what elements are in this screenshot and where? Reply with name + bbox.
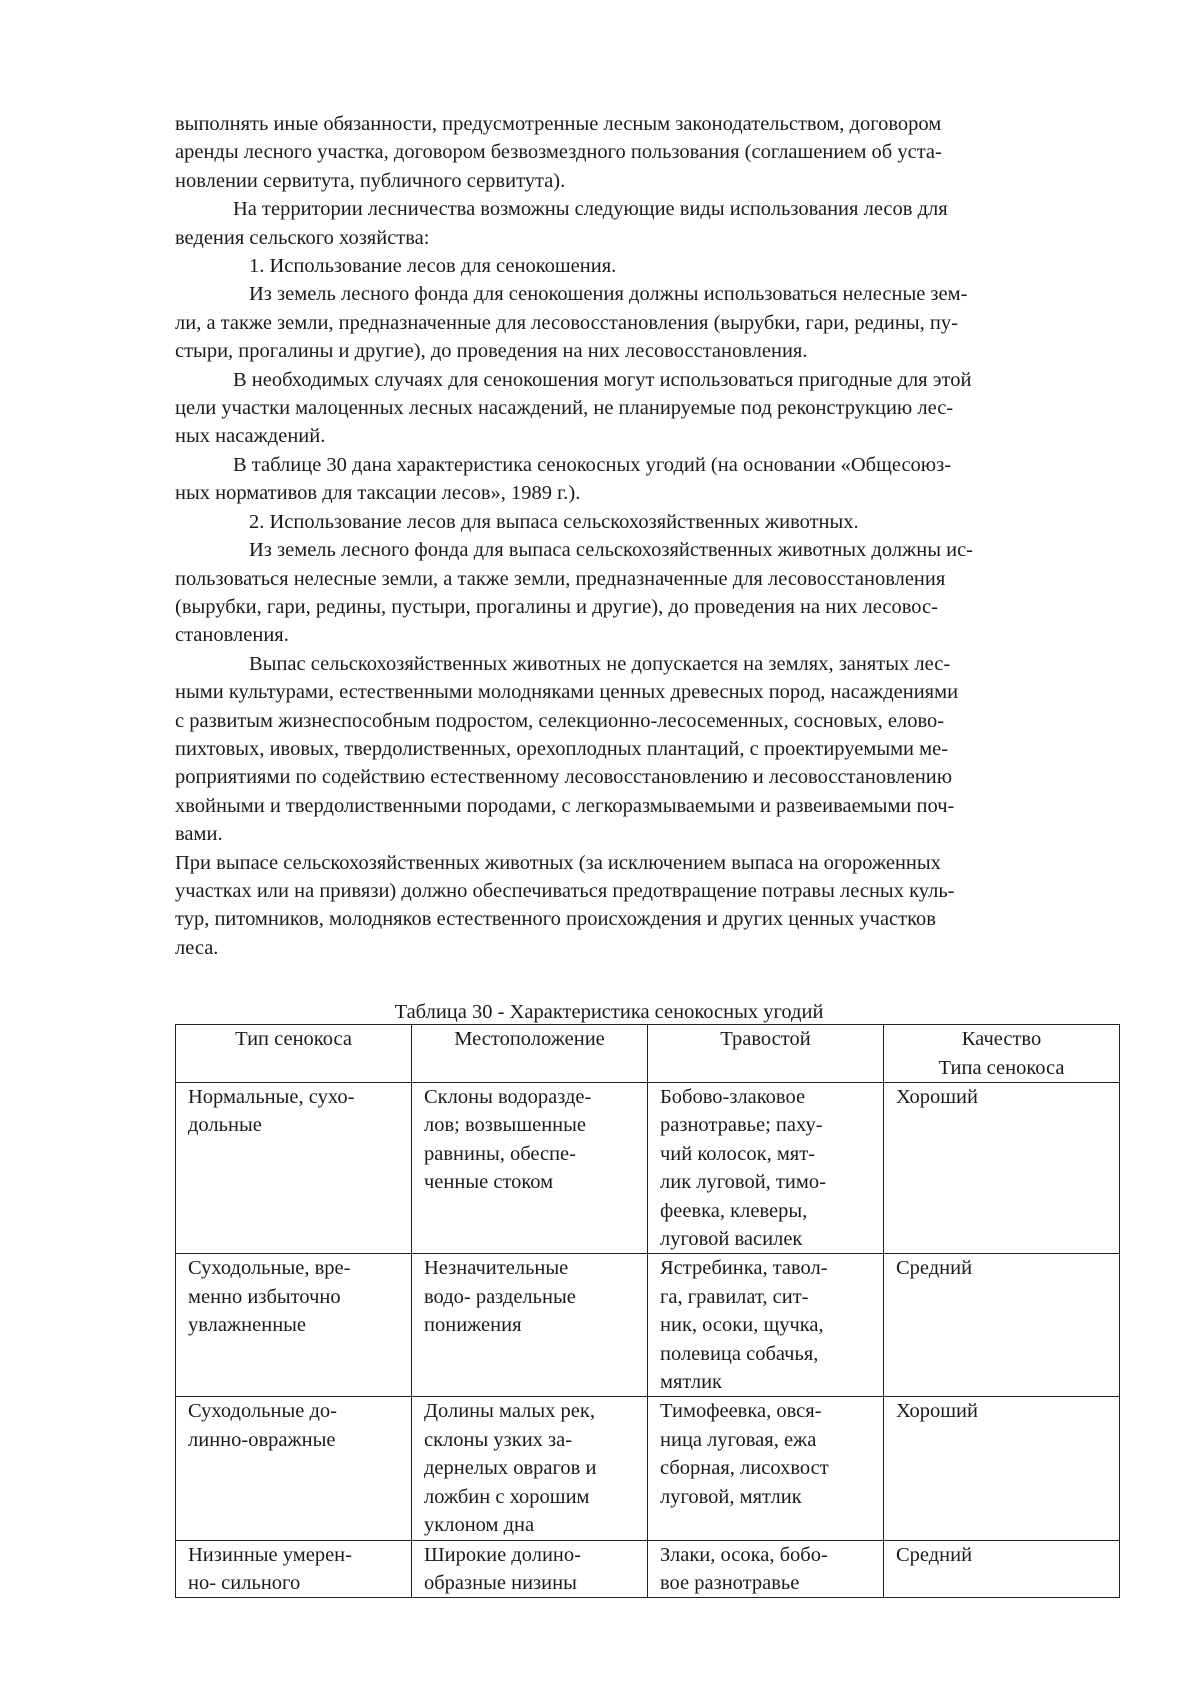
cell-text: склоны узких за-	[424, 1428, 573, 1451]
cell-text: Типа сенокоса	[938, 1056, 1065, 1079]
cell-text: лов; возвышенные	[424, 1114, 587, 1137]
cell-quality	[884, 1254, 1120, 1397]
cell-text: Склоны водоразде-	[424, 1086, 592, 1108]
cell-text: менно избыточно	[188, 1285, 341, 1308]
cell-text: луговой, мятлик	[660, 1485, 802, 1508]
cell-text: Суходольные до-	[188, 1400, 338, 1423]
cell-text: образные низины	[424, 1571, 577, 1594]
header-location	[412, 1025, 648, 1083]
cell-text: водо- раздельные	[424, 1285, 576, 1308]
text-line: пихтовых, ивовых, твердолиственных, орехоплодных плантаций, с проектируемыми ме-	[175, 737, 949, 760]
cell-text: феевка, клеверы,	[660, 1199, 808, 1222]
table-row	[176, 1397, 1120, 1540]
cell-text: Бобово-злаковое	[660, 1086, 806, 1108]
text-line: пользоваться нелесные земли, а также земли, предназначенные для лесовосстановления	[175, 567, 946, 590]
cell-text: лик луговой, тимо-	[660, 1171, 826, 1194]
text-line: хвойными и твердолиственными породами, с легкоразмываемыми и развеиваемыми поч-	[175, 794, 955, 817]
table-caption: Таблица 30 - Характеристика сенокосных угодий	[394, 1001, 824, 1024]
cell-quality	[884, 1540, 1120, 1598]
cell-text: Хороший	[896, 1086, 978, 1108]
cell-text: разнотравье; паху-	[660, 1114, 823, 1137]
cell-text: уклоном дна	[424, 1514, 535, 1537]
cell-text: мятлик	[660, 1371, 723, 1394]
paragraph	[175, 280, 1119, 365]
text-line: цели участки малоценных лесных насаждений, не планируемые под реконструкцию лес-	[175, 397, 954, 420]
cell-grass-stand	[648, 1397, 884, 1540]
cell-text: понижения	[424, 1314, 522, 1337]
cell-text: Тимофеевка, овся-	[660, 1400, 822, 1423]
cell-text: Нормальные, сухо-	[188, 1086, 355, 1108]
text-line: В таблице 30 дана характеристика сенокосных угодий (на основании «Общесоюз-	[233, 453, 952, 476]
cell-location	[412, 1254, 648, 1397]
cell-text: вое разнотравье	[660, 1571, 800, 1594]
cell-text: Тип сенокоса	[235, 1028, 352, 1051]
document-page	[175, 110, 1119, 1598]
text-line: участках или на привязи) должно обеспечиваться предотвращение потравы лесных куль-	[175, 879, 955, 902]
text-line: аренды лесного участка, договором безвозмездного пользования (соглашением об уста-	[175, 141, 942, 164]
text-line: вами.	[175, 823, 223, 846]
text-line: На территории лесничества возможны следующие виды использования лесов для	[233, 198, 948, 221]
text-line: 1. Использование лесов для сенокошения.	[249, 255, 617, 278]
text-line: Выпас сельскохозяйственных животных не допускается на землях, занятых лес-	[249, 652, 951, 675]
text-line: новлении сервитута, публичного сервитута).	[175, 169, 566, 192]
text-line: В необходимых случаях для сенокошения могут использоваться пригодные для этой	[233, 368, 972, 391]
text-line: роприятиями по содействию естественному лесовосстановлению и лесовосстановлению	[175, 766, 953, 789]
cell-text: увлажненные	[188, 1314, 307, 1337]
header-grass-stand	[648, 1025, 884, 1083]
text-line: леса.	[175, 936, 219, 959]
cell-text: ченные стоком	[424, 1171, 554, 1194]
cell-grass-stand	[648, 1540, 884, 1598]
cell-text: Ястребинка, тавол-	[660, 1257, 828, 1280]
paragraph	[175, 195, 1119, 252]
cell-text: Низинные умерен-	[188, 1543, 352, 1566]
cell-text: луговой василек	[660, 1228, 803, 1251]
text-line: становления.	[175, 624, 289, 647]
text-line: ведения сельского хозяйства:	[175, 226, 430, 249]
text-line: тур, питомников, молодняков естественного происхождения и других ценных участков	[175, 908, 936, 931]
cell-text: Хороший	[896, 1400, 978, 1423]
paragraph	[175, 508, 1119, 536]
paragraph	[175, 451, 1119, 508]
text-line: ных насаждений.	[175, 425, 326, 448]
table-row	[176, 1254, 1120, 1397]
cell-text: Средний	[896, 1543, 973, 1566]
table-header-row	[176, 1025, 1120, 1083]
hayfield-table	[175, 1024, 1120, 1598]
text-line: Из земель лесного фонда для сенокошения должны использоваться нелесные зем-	[249, 283, 968, 306]
cell-text: дольные	[188, 1114, 262, 1137]
text-line: с развитым жизнеспособным подростом, селекционно-лесосеменных, сосновых, елово-	[175, 709, 945, 732]
cell-text: Средний	[896, 1257, 973, 1280]
cell-text: но- сильного	[188, 1571, 301, 1594]
text-line: 2. Использование лесов для выпаса сельскохозяйственных животных.	[249, 510, 859, 533]
table-row	[176, 1083, 1120, 1254]
cell-text: Злаки, осока, бобо-	[660, 1543, 828, 1566]
cell-text: Местоположение	[454, 1028, 605, 1051]
cell-text: ложбин с хорошим	[424, 1485, 590, 1508]
cell-hay-type	[176, 1397, 412, 1540]
cell-hay-type	[176, 1254, 412, 1397]
body-text	[175, 110, 1119, 962]
cell-text: чий колосок, мят-	[660, 1142, 816, 1165]
cell-location	[412, 1540, 648, 1598]
text-line: При выпасе сельскохозяйственных животных (за исключением выпаса на огороженных	[175, 851, 941, 874]
cell-quality	[884, 1397, 1120, 1540]
cell-hay-type	[176, 1540, 412, 1598]
text-line: стыри, прогалины и другие), до проведения на них лесовосстановления.	[175, 340, 808, 363]
cell-text: Широкие долино-	[424, 1543, 581, 1566]
cell-text: полевица собачья,	[660, 1342, 819, 1365]
paragraph	[175, 536, 1119, 650]
text-line: (вырубки, гари, редины, пустыри, прогалины и другие), до проведения на них лесовос-	[175, 595, 938, 618]
cell-text: Долины малых рек,	[424, 1400, 595, 1423]
text-line: ли, а также земли, предназначенные для лесовосстановления (вырубки, гари, редины, пу-	[175, 311, 958, 334]
cell-text: ница луговая, ежа	[660, 1428, 817, 1451]
paragraph	[175, 110, 1119, 195]
cell-text: Качество	[961, 1028, 1042, 1051]
cell-text: линно-овражные	[188, 1428, 336, 1451]
cell-text: дернелых оврагов и	[424, 1457, 597, 1480]
cell-text: равнины, обеспе-	[424, 1142, 576, 1165]
paragraph	[175, 650, 1119, 849]
header-quality	[884, 1025, 1120, 1083]
text-line: ными культурами, естественными молодняками ценных древесных пород, насаждениями	[175, 681, 959, 704]
table-row	[176, 1540, 1120, 1598]
cell-text: Травостой	[720, 1028, 811, 1051]
cell-location	[412, 1083, 648, 1254]
paragraph	[175, 252, 1119, 280]
cell-text: сборная, лисохвост	[660, 1457, 829, 1480]
paragraph	[175, 849, 1119, 963]
cell-text: ник, осоки, щучка,	[660, 1314, 824, 1337]
cell-text: га, гравилат, сит-	[660, 1285, 809, 1308]
cell-hay-type	[176, 1083, 412, 1254]
text-line: выполнять иные обязанности, предусмотренные лесным законодательством, договором	[175, 113, 942, 135]
cell-grass-stand	[648, 1083, 884, 1254]
cell-text: Незначительные	[424, 1257, 569, 1280]
header-hay-type	[176, 1025, 412, 1083]
cell-location	[412, 1397, 648, 1540]
text-line: Из земель лесного фонда для выпаса сельскохозяйственных животных должны ис-	[249, 539, 974, 562]
cell-text: Суходольные, вре-	[188, 1257, 351, 1280]
cell-grass-stand	[648, 1254, 884, 1397]
paragraph	[175, 366, 1119, 451]
cell-quality	[884, 1083, 1120, 1254]
text-line: ных нормативов для таксации лесов», 1989 г.).	[175, 482, 581, 505]
